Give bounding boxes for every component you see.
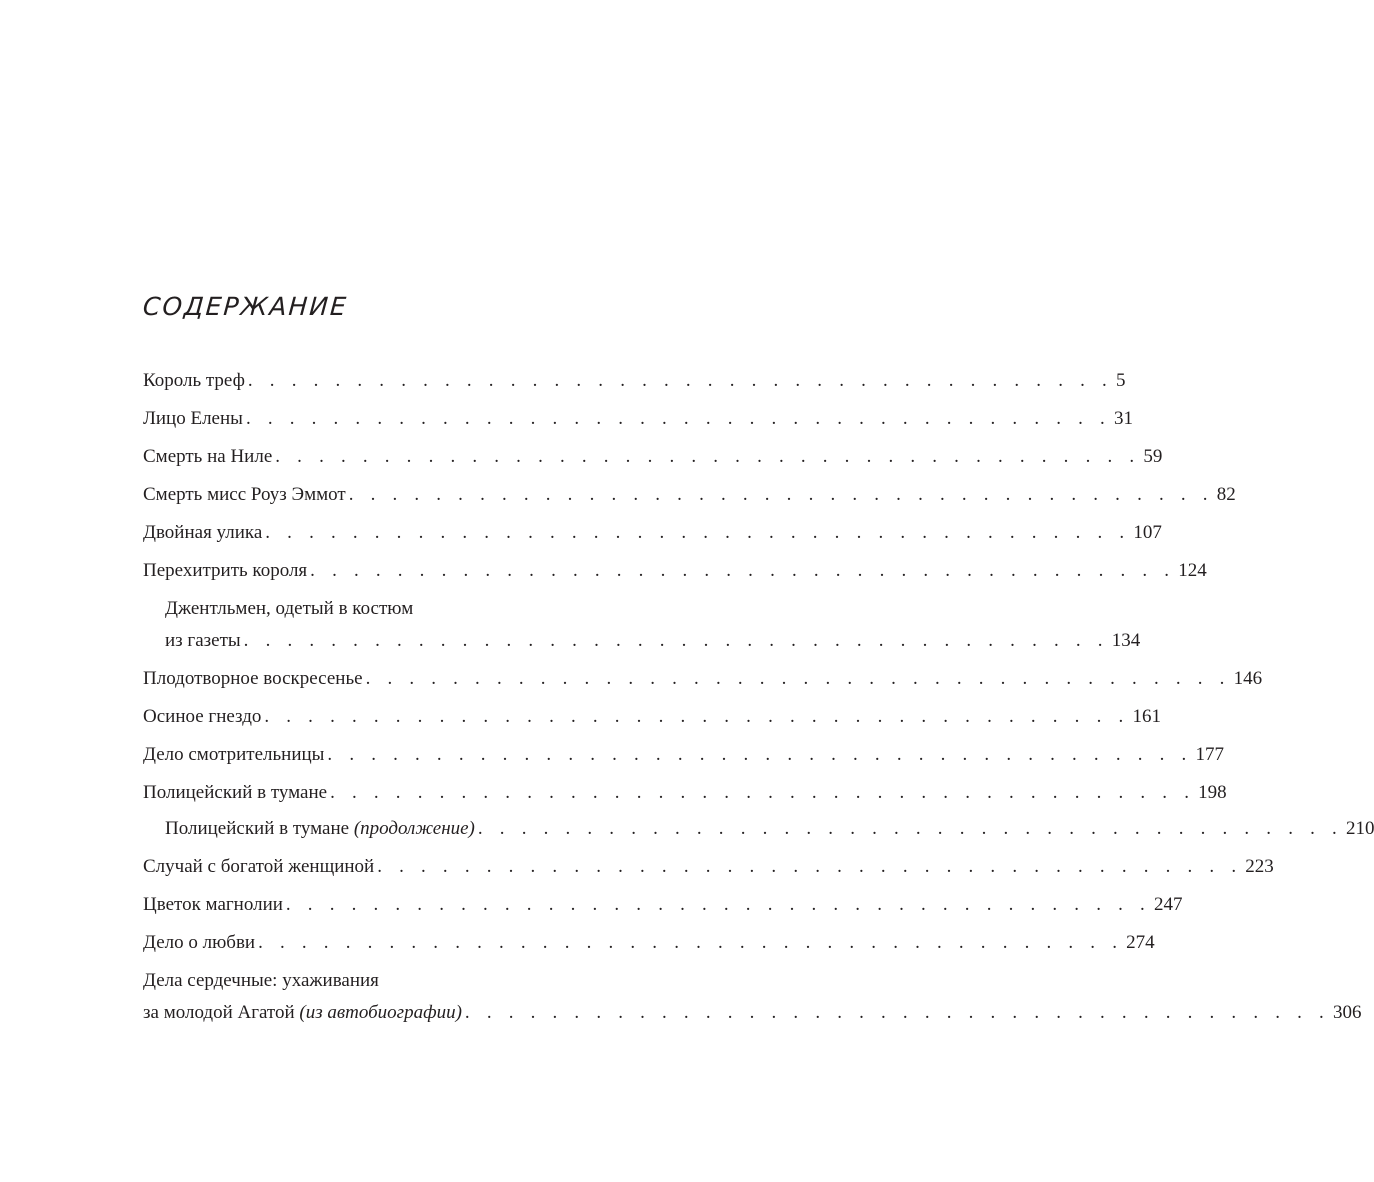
dot-leader: . . . . . . . . . . . . . . . . . . . . . . . . . . . . . . . . . . . . . . . . bbox=[285, 894, 1151, 915]
toc-entry-title: Смерть мисс Роуз Эммот bbox=[143, 484, 346, 505]
toc-entry bbox=[143, 517, 1162, 555]
toc-entry bbox=[143, 365, 1126, 403]
toc-entry bbox=[143, 663, 1263, 701]
toc-entry bbox=[143, 555, 1207, 593]
toc-entry-title-text: Полицейский в тумане bbox=[165, 818, 350, 839]
toc-entry-title-italic: (продолжение) bbox=[353, 818, 475, 839]
toc-entry bbox=[143, 441, 1163, 479]
table-of-contents bbox=[143, 365, 1374, 1035]
toc-entry-page: 146 bbox=[1233, 668, 1263, 689]
toc-entry-page: 306 bbox=[1332, 1002, 1362, 1023]
toc-entry-page: 223 bbox=[1245, 856, 1274, 877]
toc-entry-page: 177 bbox=[1195, 744, 1224, 765]
toc-entry-title-line1: Дела сердечные: ухаживания bbox=[143, 970, 379, 991]
toc-entry-title: Дело смотрительницы bbox=[143, 744, 325, 765]
toc-entry bbox=[143, 927, 1155, 965]
toc-entry-title: Лицо Елены bbox=[143, 408, 243, 429]
toc-entry-title: Плодотворное воскресенье bbox=[143, 668, 363, 689]
toc-entry bbox=[143, 739, 1224, 777]
toc-entry-page: 5 bbox=[1115, 370, 1126, 391]
toc-entry-sub bbox=[143, 813, 1374, 851]
dot-leader: . . . . . . . . . . . . . . . . . . . . . . . . . . . . . . . . . . . . . . . . bbox=[377, 856, 1243, 877]
toc-entry-page: 124 bbox=[1178, 560, 1207, 581]
toc-entry-title: из газеты bbox=[165, 630, 241, 651]
toc-entry-title-line1: Джентльмен, одетый в костюм bbox=[165, 598, 414, 619]
toc-entry-title-italic: (из автобиографии) bbox=[299, 1002, 462, 1023]
toc-entry bbox=[143, 403, 1133, 441]
toc-entry-title bbox=[165, 813, 475, 845]
dot-leader: . . . . . . . . . . . . . . . . . . . . . . . . . . . . . . . . . . . . . . . . bbox=[265, 522, 1131, 543]
dot-leader: . . . . . . . . . . . . . . . . . . . . . . . . . . . . . . . . . . . . . . . . bbox=[275, 446, 1141, 467]
toc-entry-page: 274 bbox=[1126, 932, 1155, 953]
toc-entry-title: Случай с богатой женщиной bbox=[143, 856, 375, 877]
toc-entry-title: Двойная улика bbox=[143, 522, 263, 543]
dot-leader: . . . . . . . . . . . . . . . . . . . . . . . . . . . . . . . . . . . . . . . . bbox=[258, 932, 1124, 953]
dot-leader: . . . . . . . . . . . . . . . . . . . . . . . . . . . . . . . . . . . . . . . . bbox=[327, 744, 1193, 765]
toc-entry bbox=[143, 965, 1362, 1035]
dot-leader: . . . . . . . . . . . . . . . . . . . . . . . . . . . . . . . . . . . . . . . . bbox=[247, 370, 1113, 391]
dot-leader: . . . . . . . . . . . . . . . . . . . . . . . . . . . . . . . . . . . . . . . . bbox=[330, 782, 1196, 803]
dot-leader: . . . . . . . . . . . . . . . . . . . . . . . . . . . . . . . . . . . . . . . . bbox=[245, 408, 1111, 429]
toc-entry-title: Полицейский в тумане bbox=[143, 782, 328, 803]
toc-entry-page: 247 bbox=[1153, 894, 1183, 915]
toc-entry-title: Осиное гнездо bbox=[143, 706, 262, 727]
toc-entry bbox=[143, 851, 1274, 889]
toc-entry-title: Перехитрить короля bbox=[143, 560, 308, 581]
toc-entry bbox=[143, 889, 1183, 927]
toc-entry-page: 82 bbox=[1216, 484, 1236, 505]
dot-leader: . . . . . . . . . . . . . . . . . . . . . . . . . . . . . . . . . . . . . . . . bbox=[365, 668, 1231, 689]
toc-entry-title: Король треф bbox=[143, 370, 245, 391]
toc-entry bbox=[143, 777, 1227, 813]
contents-heading: СОДЕРЖАНИЕ bbox=[141, 292, 349, 321]
toc-entry-page: 198 bbox=[1198, 782, 1227, 803]
toc-entry-page: 31 bbox=[1114, 408, 1133, 429]
toc-entry-page: 210 bbox=[1345, 818, 1374, 839]
toc-entry-page: 161 bbox=[1132, 706, 1161, 727]
toc-entry-page: 107 bbox=[1133, 522, 1162, 543]
toc-entry-page: 59 bbox=[1143, 446, 1163, 467]
dot-leader: . . . . . . . . . . . . . . . . . . . . . . . . . . . . . . . . . . . . . . . . bbox=[243, 630, 1109, 651]
toc-entry-sub bbox=[143, 593, 1141, 663]
toc-entry-title bbox=[143, 997, 462, 1029]
dot-leader: . . . . . . . . . . . . . . . . . . . . . . . . . . . . . . . . . . . . . . . . bbox=[348, 484, 1214, 505]
dot-leader: . . . . . . . . . . . . . . . . . . . . . . . . . . . . . . . . . . . . . . . . bbox=[310, 560, 1176, 581]
dot-leader: . . . . . . . . . . . . . . . . . . . . . . . . . . . . . . . . . . . . . . . . bbox=[477, 818, 1343, 839]
toc-entry-title-text: за молодой Агатой bbox=[143, 1002, 295, 1023]
dot-leader: . . . . . . . . . . . . . . . . . . . . . . . . . . . . . . . . . . . . . . . . bbox=[264, 706, 1130, 727]
toc-entry-title: Смерть на Ниле bbox=[143, 446, 273, 467]
toc-entry-page: 134 bbox=[1111, 630, 1141, 651]
toc-entry-title: Дело о любви bbox=[143, 932, 256, 953]
toc-entry bbox=[143, 701, 1161, 739]
dot-leader: . . . . . . . . . . . . . . . . . . . . . . . . . . . . . . . . . . . . . . . . bbox=[464, 1002, 1330, 1023]
toc-entry bbox=[143, 479, 1236, 517]
toc-entry-title: Цветок магнолии bbox=[143, 894, 283, 915]
